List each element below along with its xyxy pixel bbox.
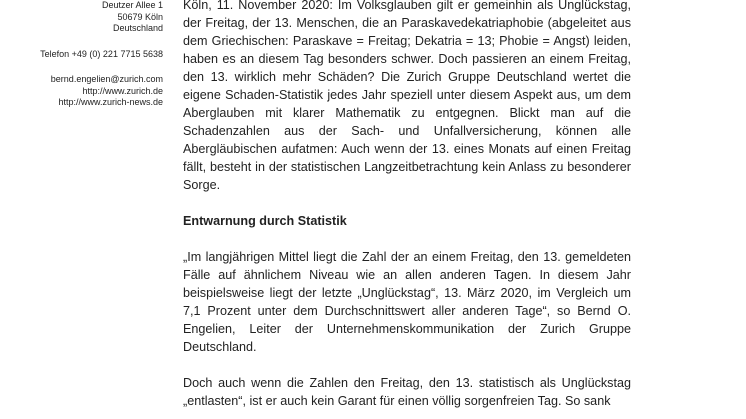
section-heading: Entwarnung durch Statistik xyxy=(183,214,347,228)
news-website-link[interactable]: http://www.zurich-news.de xyxy=(58,97,163,107)
address-city: 50679 Köln xyxy=(117,11,163,22)
article-body xyxy=(183,0,631,410)
article-paragraph-continuation: Doch auch wenn die Zahlen den Freitag, den 13. statistisch als Unglückstag „entlasten“, ist er auch kein Garant für einen völlig sorgenfreien Tag. So sank xyxy=(183,376,631,408)
article-paragraph-intro: Köln, 11. November 2020: Im Volksglauben gilt er gemeinhin als Unglückstag, der Freitag, der 13. Menschen, die an Paraskavedekatriaphobie (abgeleitet aus dem Griechischen: Paraskave = Freitag; Dekatria = 13; Phobie = Angst) leiden, haben es an diesem Tag besonders schwer. Doch passieren an einem Freitag, den 13. wirklich mehr Schäden? Die Zurich Gruppe Deutschland wertet die eigene Schaden-Statistik jedes Jahr speziell unter diesem Aspekt aus, um dem Aberglauben mit klarer Mathematik zu entgegnen. Blickt man auf die Schadenzahlen aus der Sach- und Unfallversicherung, können alle Abergläubischen aufatmen: Auch wenn der 13. eines Monats auf einen Freitag fällt, besteht in der statistischen Langzeitbetrachtung kein Anlass zu besonderer Sorge. xyxy=(183,0,631,192)
phone-number: Telefon +49 (0) 221 7715 5638 xyxy=(40,48,163,59)
address-country: Deutschland xyxy=(112,23,163,33)
website-link[interactable]: http://www.zurich.de xyxy=(82,85,163,96)
article-paragraph-quote: „Im langjährigen Mittel liegt die Zahl der an einem Freitag, den 13. gemeldeten Fälle auf ähnlichem Niveau wie an allen anderen Tagen. In diesem Jahr beispielsweise liegt der letzte „Unglückstag“, 13. März 2020, im Vergleich um 7,1 Prozent unter dem Durchschnittswert aller anderen Tage“, so Bernd O. Engelien, Leiter der Unternehmenskommunikation der Zurich Gruppe Deutschland. xyxy=(183,250,631,354)
address-street: Deutzer Allee 1 xyxy=(101,0,163,10)
email-link[interactable]: bernd.engelien@zurich.com xyxy=(50,74,163,84)
contact-sidebar xyxy=(0,0,163,109)
spacer xyxy=(0,35,163,49)
spacer xyxy=(0,60,163,74)
